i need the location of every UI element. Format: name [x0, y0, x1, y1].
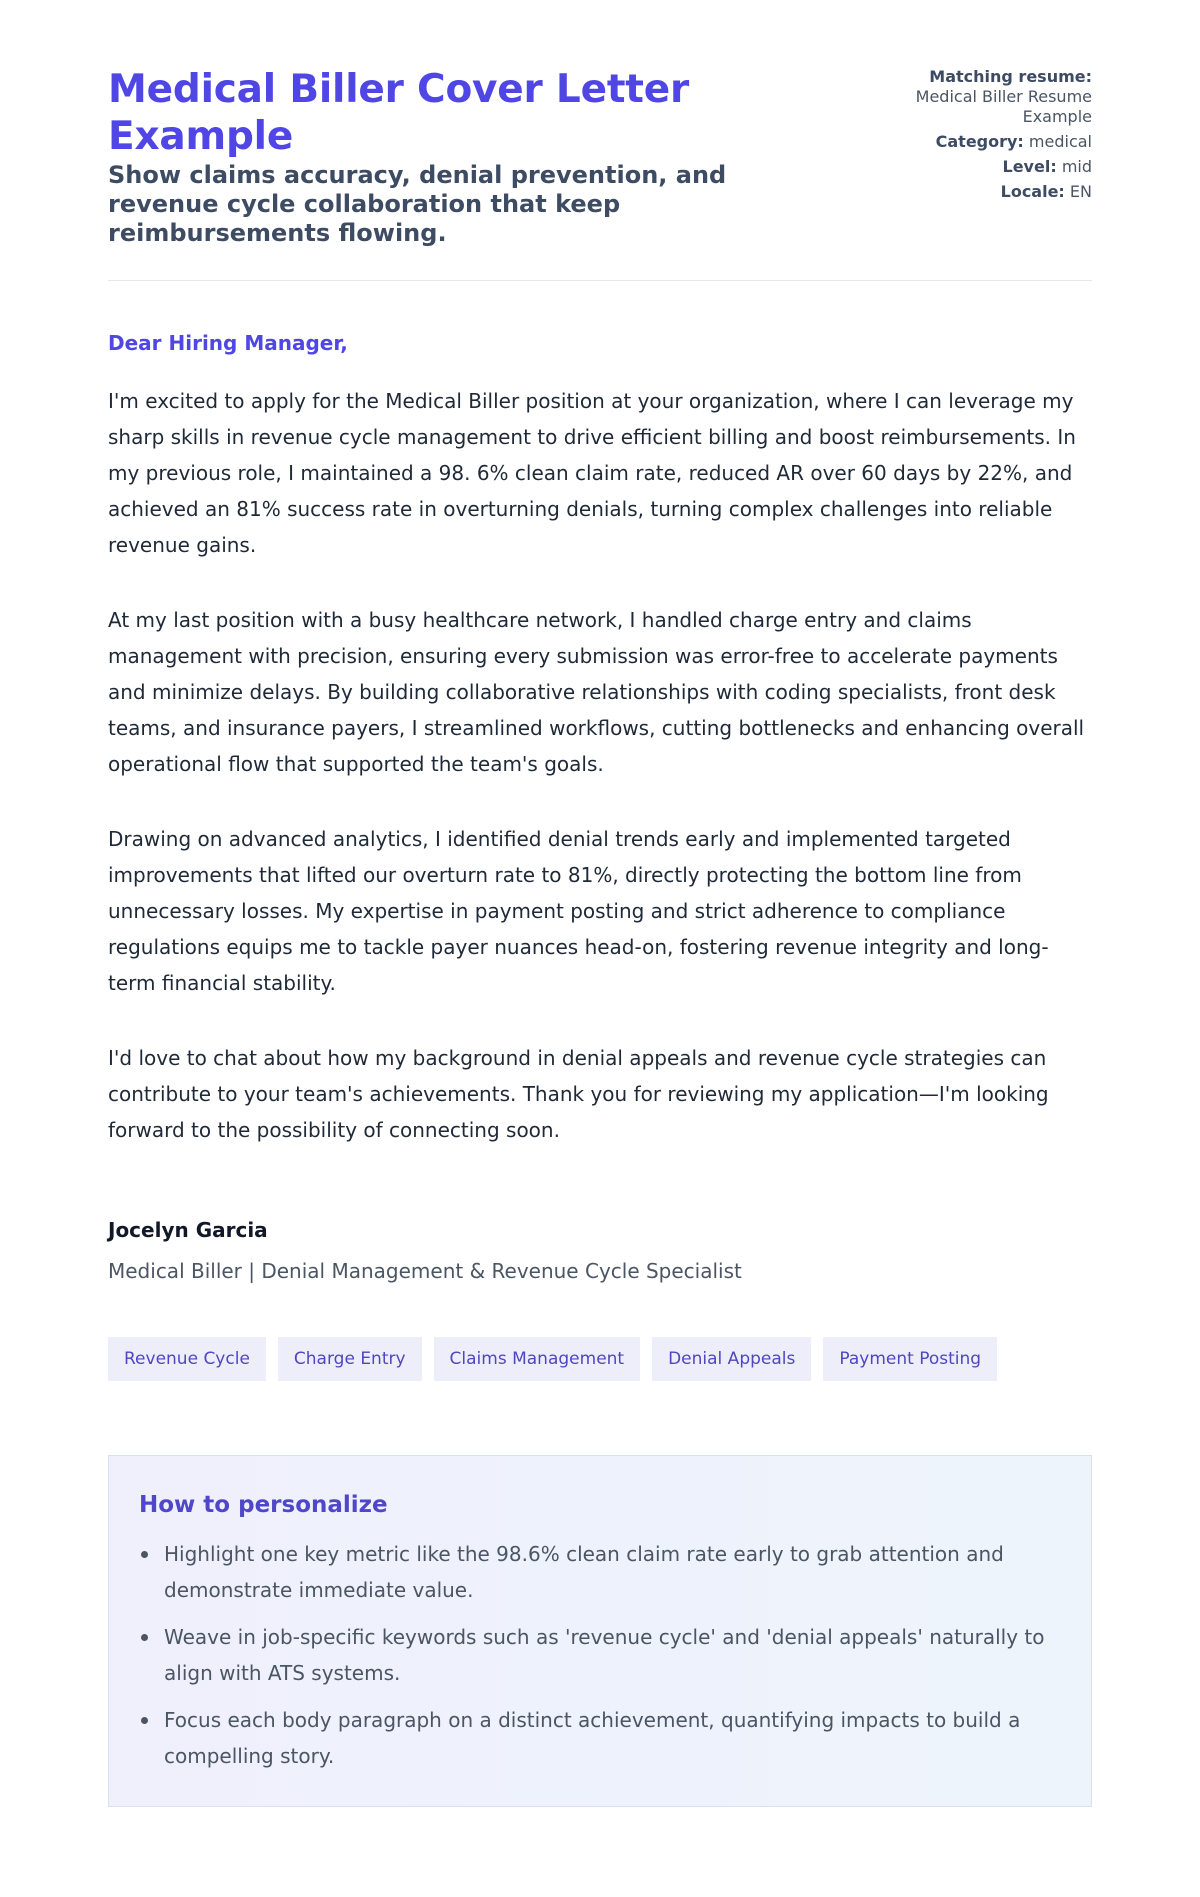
letter-body — [108, 281, 1092, 1285]
tip-item — [139, 1702, 1061, 1774]
tip-text: Focus each body paragraph on a distinct achievement, quantifying impacts to build a compelling story. — [164, 1708, 1021, 1768]
signature-name: Jocelyn Garcia — [108, 1218, 268, 1242]
page-title: Medical Biller Cover Letter Example — [108, 67, 689, 159]
meta-category — [852, 132, 1092, 152]
page-header — [108, 0, 1092, 281]
tip-text: Highlight one key metric like the 98.6% clean claim rate early to grab attention and demonstrate immediate value. — [164, 1542, 1004, 1602]
meta-locale — [852, 182, 1092, 202]
meta-panel — [852, 66, 1092, 207]
meta-label: Locale: — [1000, 182, 1065, 201]
meta-label: Category: — [935, 132, 1024, 151]
title-block — [108, 66, 788, 248]
tag-claims-management[interactable]: Claims Management — [434, 1337, 641, 1381]
greeting: Dear Hiring Manager, — [108, 331, 348, 355]
tip-text: Weave in job-specific keywords such as 'revenue cycle' and 'denial appeals' naturally to align with ATS systems. — [164, 1625, 1045, 1685]
bullet-icon — [141, 1551, 148, 1558]
meta-level — [852, 157, 1092, 177]
meta-label: Level: — [1002, 157, 1057, 176]
letter-paragraph: I'm excited to apply for the Medical Biller position at your organization, where I can leverage my sharp skills in revenue cycle management to drive efficient billing and boost reimbursements. In my previous role, I maintained a 98. 6% clean claim rate, reduced AR over 60 days by 22%, and achieved an 81% success rate in overturning denials, turning complex challenges into reliable revenue gains. — [108, 389, 1076, 557]
meta-matching-resume — [852, 67, 1092, 127]
meta-label: Matching resume: — [929, 67, 1092, 86]
letter-paragraph: I'd love to chat about how my background in denial appeals and revenue cycle strategies can contribute to your team's achievements. Thank you for reviewing my application—I'm looking forward to the possibility of connecting soon. — [108, 1046, 1049, 1142]
tips-list — [139, 1536, 1061, 1774]
meta-value: medical — [1028, 132, 1092, 151]
bullet-icon — [141, 1717, 148, 1724]
tip-item — [139, 1619, 1061, 1691]
letter-paragraph: Drawing on advanced analytics, I identified denial trends early and implemented targeted improvements that lifted our overturn rate to 81%, directly protecting the bottom line from unnecessary losses. My expertise in payment posting and strict adherence to compliance regulations equips me to tackle payer nuances head-on, fostering revenue integrity and long-term financial stability. — [108, 827, 1049, 995]
skill-tags — [108, 1337, 1092, 1381]
letter-paragraph: At my last position with a busy healthcare network, I handled charge entry and claims management with precision, ensuring every submission was error-free to accelerate payments and minimize delays. By building collaborative relationships with coding specialists, front desk teams, and insurance payers, I streamlined workflows, cutting bottlenecks and enhancing overall operational flow that supported the team's goals. — [108, 608, 1085, 776]
personalize-heading: How to personalize — [139, 1492, 388, 1518]
meta-value: mid — [1061, 157, 1092, 176]
bullet-icon — [141, 1634, 148, 1641]
tag-denial-appeals[interactable]: Denial Appeals — [652, 1337, 811, 1381]
page-subtitle: Show claims accuracy, denial prevention, and revenue cycle collaboration that keep reimbursements flowing. — [108, 161, 727, 247]
matching-resume-link[interactable]: Medical Biller Resume Example — [915, 87, 1092, 126]
meta-value: EN — [1069, 182, 1092, 201]
tag-charge-entry[interactable]: Charge Entry — [278, 1337, 422, 1381]
tip-item — [139, 1536, 1061, 1608]
personalize-box — [108, 1455, 1092, 1807]
tag-revenue-cycle[interactable]: Revenue Cycle — [108, 1337, 266, 1381]
signature-title: Medical Biller | Denial Management & Revenue Cycle Specialist — [108, 1259, 742, 1283]
tag-payment-posting[interactable]: Payment Posting — [823, 1337, 997, 1381]
signature-block — [108, 1216, 1092, 1285]
